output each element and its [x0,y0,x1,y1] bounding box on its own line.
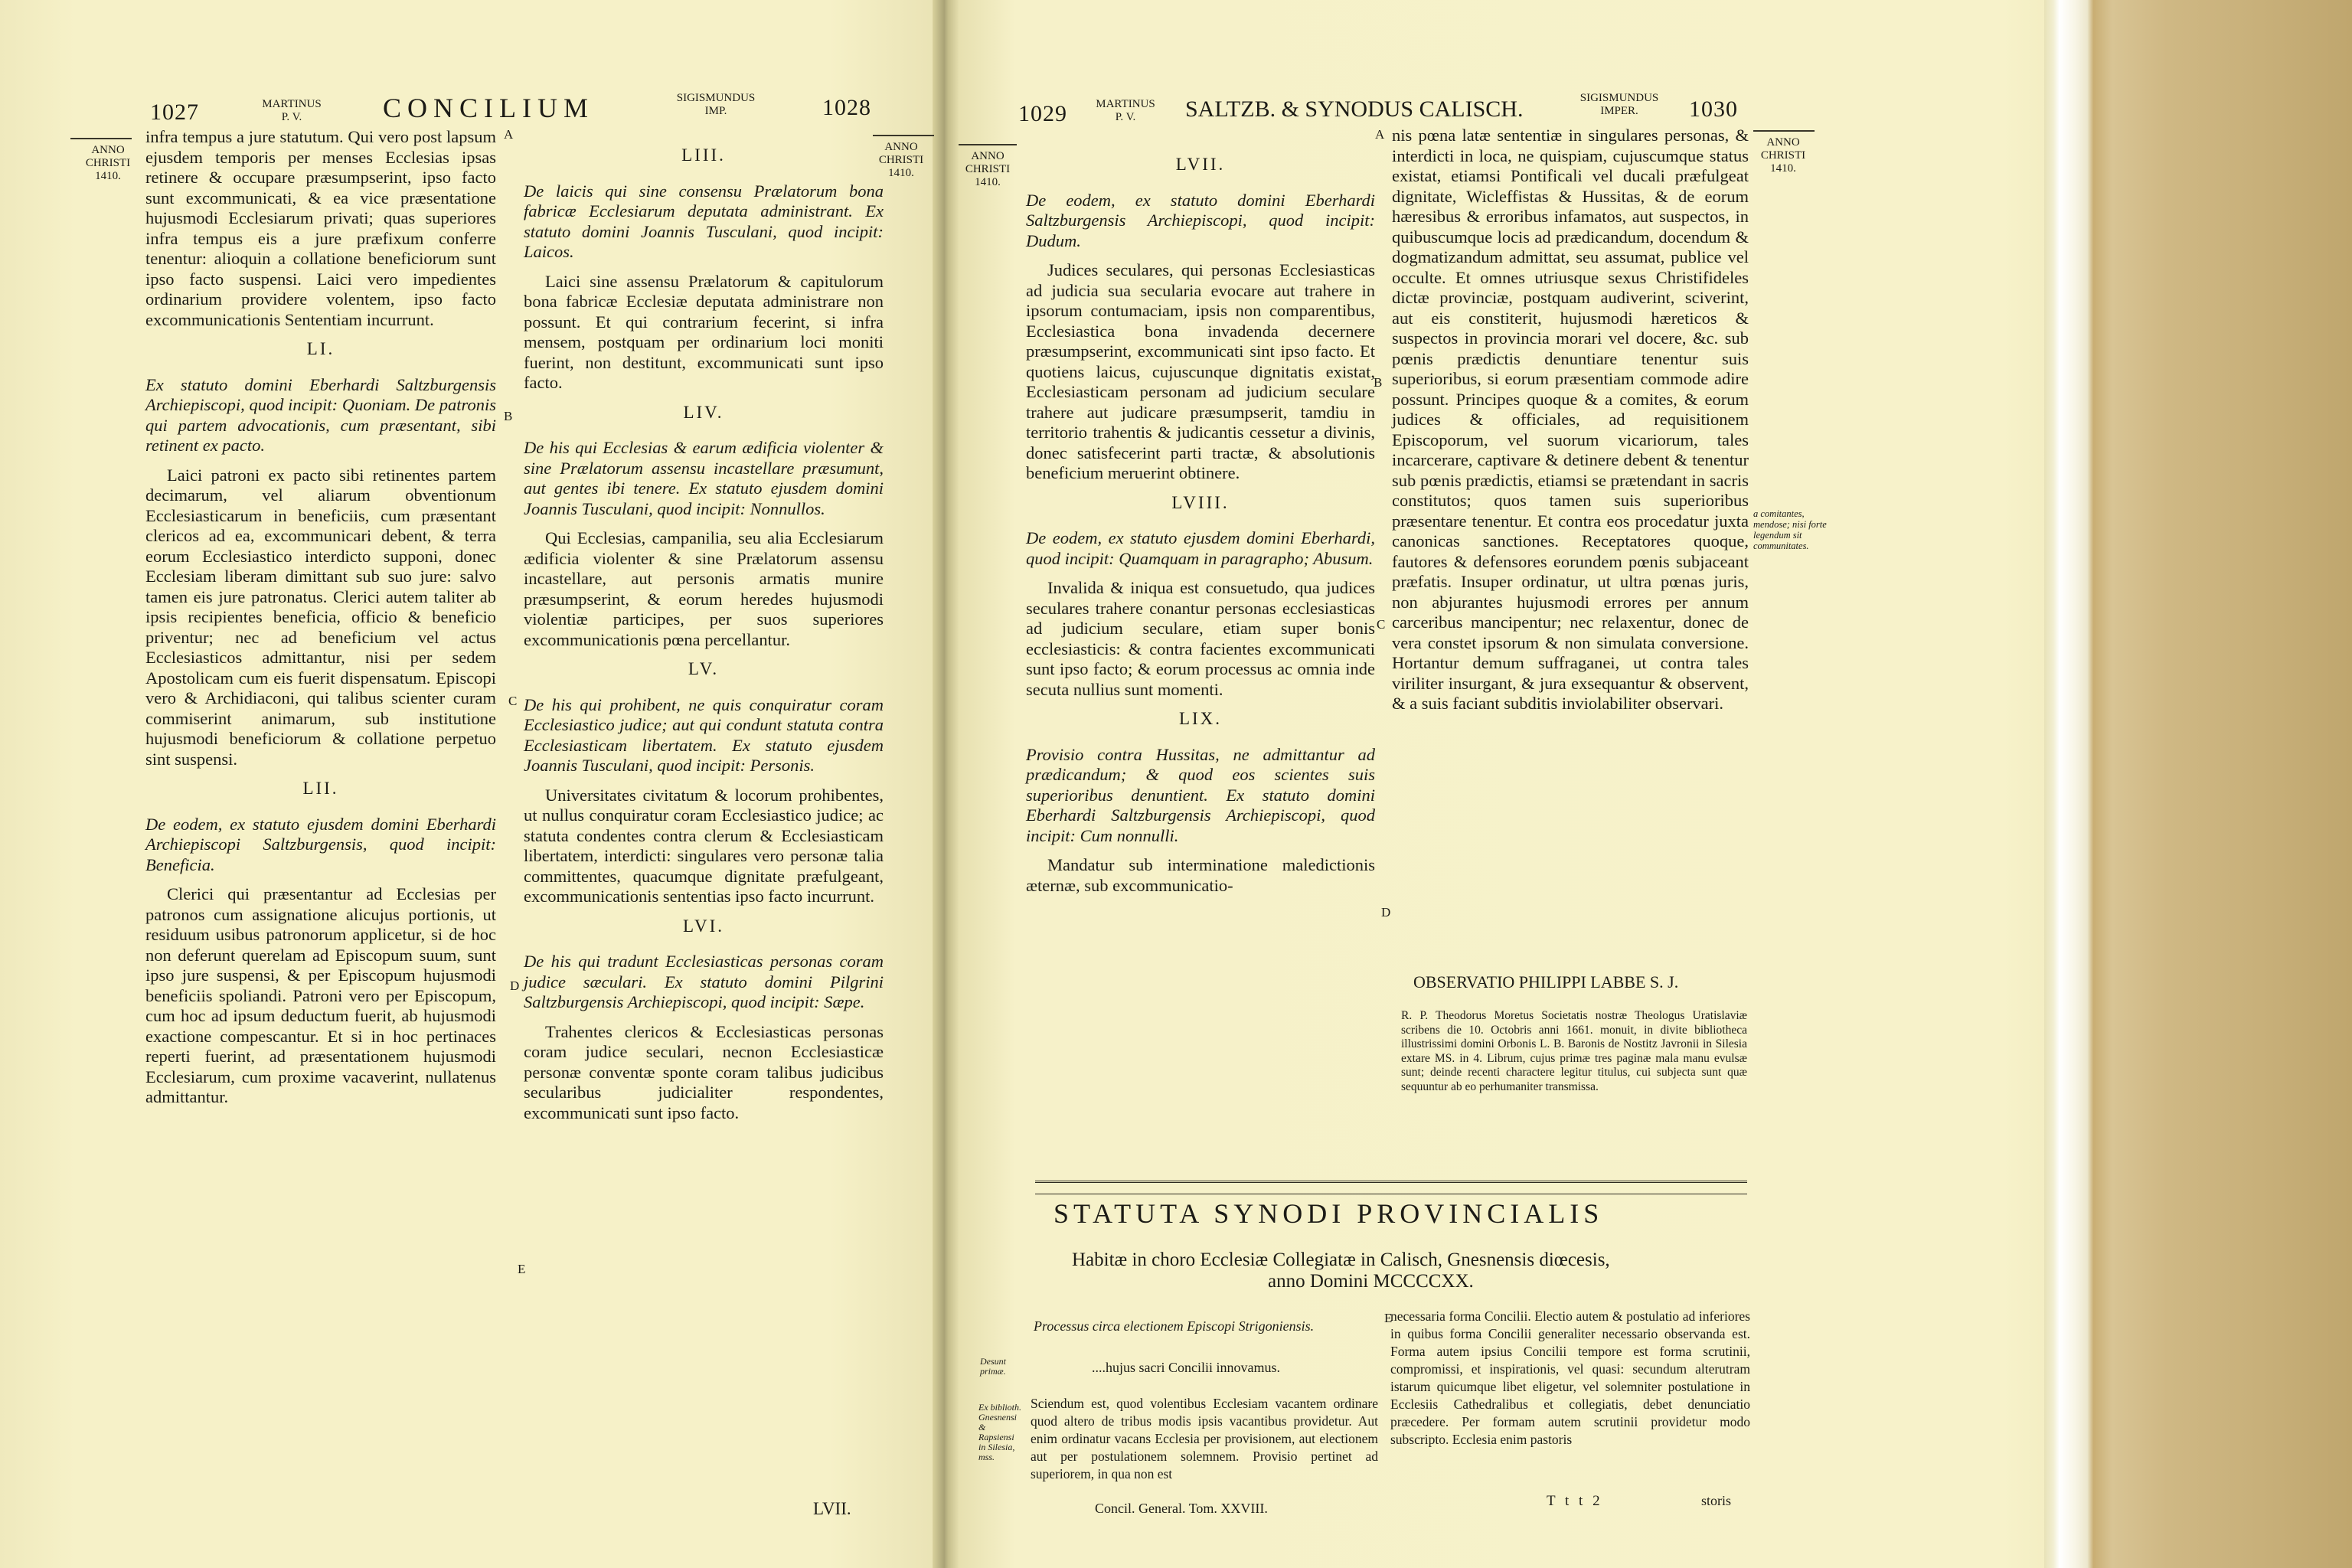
christi-word: CHRISTI [85,157,131,169]
margin-marker-b: B [504,409,513,423]
anno-word: ANNO [971,150,1004,162]
section-title: De his qui prohibent, ne quis conquiratur coram Ecclesiastico judice; aut qui condunt statuta contra Ecclesiasticam libertatem. Ex statuto ejusdem Joannis Tusculani, quod incipit: Personis. [524,694,884,775]
margin-marker-d: D [510,978,520,993]
section-heading: LII. [302,779,339,798]
page-number-1028: 1028 [822,95,871,120]
anno-word: ANNO [884,141,918,153]
footer-volume: Concil. General. Tom. XXVIII. [1095,1501,1268,1516]
text-paragraph: Mandatur sub interminatione maledictionis æternæ, sub excommunicatio- [1026,855,1375,895]
section-title: De eodem, ex statuto ejusdem domini Eberhardi Archiepiscopi Saltzburgensis, quod incipit: Beneficia. [145,814,496,874]
emperor-label [1562,92,1677,118]
catchword-left: LVII. [813,1499,851,1518]
section-heading: LIII. [681,145,726,165]
anno-word: ANNO [91,144,125,156]
margin-marker-d: D [1381,905,1391,920]
anno-word: ANNO [1766,136,1800,149]
margin-marker-c: C [1377,617,1386,632]
statuta-title: STATUTA SYNODI PROVINCIALIS [1054,1198,1604,1229]
side-note-desunt: Desunt primæ. [980,1356,1006,1377]
section-heading: LV. [688,659,720,678]
section-title: Provisio contra Hussitas, ne admittantur ad prædicandum; & quod eos scientes suis superioribus denuntient. Ex statuto domini Eberhardi Saltzburgensis Archiepiscopi, quod incipit: Cum nonnulli. [1026,744,1375,845]
section-heading: LVI. [683,916,724,936]
right-column-2 [1392,126,1749,724]
christi-word: CHRISTI [965,163,1011,175]
text-paragraph: Trahentes clericos & Ecclesiasticas personas coram judice seculari, necnon Ecclesiasticæ personæ conventæ sponte coram talibus judicibus secularibus judicialiter respondentes, excommunicati sunt ipso facto. [524,1021,884,1122]
ornament-rule [1035,1181,1747,1194]
section-title: De eodem, ex statuto domini Eberhardi Saltzburgensis Archiepiscopi, quod incipit: Dudum. [1026,190,1375,250]
left-column-1 [145,127,496,1117]
observatio-body: R. P. Theodorus Moretus Societatis nostræ Theologus Uratislaviæ scribens die 10. Octobris anni 1661. monuit, in divite bibliotheca illustrissimi domini Orbonis L. B. Baronis de Nostitz Javronii in Silesia extare MS. in 4. Librum, cujus primæ tres paginæ mala manu evulsæ sunt; deinde recenti charactere legitur titulus, cui subjecta sunt quæ sequuntur ab eo perhumaniter transmissa. [1401,1009,1747,1093]
anno-box-left [959,150,1017,189]
section-heading: LIV. [683,402,724,422]
page-number-1029: 1029 [1018,101,1067,126]
anno-rule [959,144,1017,145]
section-title: De his qui Ecclesias & earum ædificia violenter & sine Prælatorum assensu incastellare præsumunt, aut gentes ibi tenere. Ex statuto ejusdem domini Joannis Tusculani, quod incipit: Nonnullos. [524,438,884,518]
emperor-title: IMP. [704,105,727,117]
pope-label [1087,98,1164,124]
catchword-right: storis [1701,1493,1732,1508]
lower-left-body: Sciendum est, quod volentibus Ecclesiam vacantem ordinare quod altero de tribus modis ipsis vacantibus providetur. Aut enim ordinatur vacans Ecclesia per provisionem, aut electionem aut per postulationem solemnem. Provisio pertinet ad superiorem, in qua non est [1031,1396,1378,1481]
section-heading: LI. [306,339,335,358]
pope-number: P. V. [1115,111,1136,123]
emperor-label [658,92,773,118]
year: 1410. [1770,162,1796,175]
statuta-subtitle-2: anno Domini MCCCCXX. [1268,1271,1474,1292]
text-paragraph: Invalida & iniqua est consuetudo, qua judices seculares trahere conantur personas ecclesiasticas ad judicium seculare, etiam super bonis ecclesiasticis: & contra facientes excommunicati sunt ipso facto; & eorum processus ac omnia inde secuta nullius sunt momenti. [1026,578,1375,699]
emperor-name: SIGISMUNDUS [676,92,756,104]
anno-box-right [1749,136,1818,175]
pope-name: MARTINUS [1096,98,1155,110]
pope-label [250,98,334,124]
text-paragraph: Judices seculares, qui personas Ecclesiasticas ad judicia sua secularia evocare aut trahere in ipsorum contumaciam, ipsis non comparentibus, Ecclesiastica bona invadenda decernere præsumpserint, excommunicati sint ipso facto. Et quotiens laicus, cujuscunque dignitatis existat, Ecclesiasticam personam ad judicium seculare trahere aut judicare præsumpserit, tamdiu in territorio trahentis & judicantis cessetur a divinis, donec satisfecerint parti tractæ, & absolutionis beneficium meruerint obtinere. [1026,260,1375,482]
page-edge [2044,0,2352,1568]
anno-rule [70,138,132,139]
year: 1410. [975,176,1001,188]
margin-marker-b: B [1374,375,1383,390]
section-heading: LVII. [1175,155,1226,174]
right-column-1 [1026,145,1375,905]
year: 1410. [95,170,121,182]
anno-rule [1753,130,1815,132]
section-title: De eodem, ex statuto ejusdem domini Eberhardi, quod incipit: Quamquam in paragrapho; Abusum. [1026,528,1375,568]
text-paragraph: nis pœna latæ sententiæ in singulares personas, & interdicti in loca, ne quispiam, cujuscumque status existat, etiamsi Pontificali vel ducali præfulgeat dignitate, Wicleffistas & Hussitas, & de eorum hæresibus & erroribus infamatos, aut suspectos, in quibuscumque locis ad prædicandum, docendum & dogmatizandum admittat, seu assumat, publice vel occulte. Et omnes utriusque sexus Christifideles dictæ provinciæ, postquam audiverint, sciverint, aut eis constiterit, hujusmodi hæreticos & suspectos in provincia morari vel docere, &c. sub pœnis prædictis denuntiare tenentur suis superioribus, si eorum præsentiam commode adire possunt. Principes quoque & a comites, & eorum judices & officiales, ad requisitionem Episcoporum, vel suorum vicariorum, tales incarcerare, captivare & detinere debent & tenentur sub pœnis prædictis, etiamsi se prætendant in sacris constitutos; quos tamen suis superioribus præsentare tenentur. Et contra eos procedatur juxta canonicas sanctiones. Receptatores quoque, fautores & defensores eorundem pœnis subjaceant præfatis. Insuper ordinatur, ut ultra pœnas juris, non abjurantes hujusmodi errores per annum carceribus mancipentur; nec relaxentur, donec de vera constet ipsorum & non simulata conversione. Hortantur demum suffraganei, ut contra tales viriliter insurgant, & jura exsequantur & observent, & a suis faciant subditis inviolabiliter observari. [1392,126,1749,713]
margin-marker-c: C [508,694,518,708]
text-paragraph: Laici sine assensu Prælatorum & capitulorum bona fabricæ Ecclesiæ deputata administrare non possunt. Et qui contrarium fecerint, si infra mensem, postquam per ordinarium loci moniti fuerint, non destitunt, excommunicati sunt ipso facto. [524,271,884,392]
margin-marker-e: E [518,1262,526,1276]
christi-word: CHRISTI [878,154,924,166]
statuta-subtitle-1: Habitæ in choro Ecclesiæ Collegiatæ in Calisch, Gnesnensis diœcesis, [1072,1250,1610,1270]
processus-heading: Processus circa electionem Episcopi Strigoniensis. [1034,1318,1315,1334]
christi-word: CHRISTI [1760,149,1806,162]
side-note-source: Ex biblioth. Gnesnensi & Rapsiensi in Silesia, mss. [978,1402,1021,1462]
section-heading: LIX. [1178,709,1223,728]
section-title: De laicis qui sine consensu Prælatorum bona fabricæ Ecclesiarum deputata administrant. Ex statuto domini Joannis Tusculani, quod incipit: Laicos. [524,181,884,261]
year: 1410. [888,167,914,179]
running-title: CONCILIUM [383,93,594,123]
left-column-2 [524,136,884,1132]
ellipsis-line: ....hujus sacri Concilii innovamus. [1092,1360,1280,1375]
text-paragraph: Universitates civitatum & locorum prohibentes, ut nullus conquiratur coram Ecclesiastico judice; ac statuta condentes contra clerum & Ecclesiasticam libertatem, interdicti: singulares vero personæ talia committentes, quacumque dignitate præfulgeant, excommunicationis sententias ipso facto incurrunt. [524,785,884,906]
pope-name: MARTINUS [262,98,322,110]
text-paragraph: Clerici qui præsentantur ad Ecclesias per patronos cum assignatione alicujus portionis, ut residuum usibus patronorum applicetur, si de hoc non deferunt querelam ad Episcopum suum, sunt ipso jure suspensi, & per Episcopum hujusmodi beneficiis spoliandi. Patroni vero per Episcopum, cum hoc ad ipsum deductum fuerit, ab hujusmodi exactione compescantur. Et si in hoc pertinaces reperti fuerint, ad præsentationem hujusmodi Ecclesiarum, cum proxime vacaverint, nullatenus admittantur. [145,884,496,1106]
emperor-name: SIGISMUNDUS [1579,92,1659,104]
margin-marker-e: E [1384,1311,1393,1325]
section-title: Ex statuto domini Eberhardi Saltzburgensis Archiepiscopi, quod incipit: Quoniam. De patronis qui partem advocationis, cum præsentant, sibi retinent ex pacto. [145,374,496,455]
margin-marker-a: A [1375,127,1385,142]
text-paragraph: infra tempus a jure statutum. Qui vero post lapsum ejusdem temporis per menses Ecclesias ipsas retinere & occupare præsumpserint, ipso facto sunt excommunicati, & ea vice præsentatione hujusmodi Ecclesiarum privati; quas superiores infra tempus eis a jure præfixum conferre tenentur: alioquin a collatione beneficiorum sunt ipso facto suspensi. Laici vero impedientes ordinarium providere volentem, ipso facto excommunicationis Sententiam incurrunt. [145,127,496,329]
margin-marker-a: A [504,127,514,142]
section-title: De his qui tradunt Ecclesiasticas personas coram judice sæculari. Ex statuto domini Pilgrini Saltzburgensis Archiepiscopi, quod incipit: Sæpe. [524,952,884,1011]
observatio-heading: OBSERVATIO PHILIPPI LABBE S. J. [1413,972,1679,991]
book-gutter [933,0,959,1568]
lower-right-body: necessaria forma Concilii. Electio autem & postulatio ad inferiores in quibus forma Concilii generaliter necessario observanda est. Forma autem ipsius Concilii tempore est forma scrutinii, compromissi, et inspirationis, vel quasi: secundum alterutram istarum quicumque libet eligetur, vel solemniter postulatione in Ecclesiis Cathedralibus et collegiatis, debet denunciatio præcedere. Per formam autem scrutinii providetur modo subscripto. Ecclesia enim pastoris [1390,1308,1750,1447]
section-heading: LVIII. [1171,492,1230,512]
running-title: SALTZB. & SYNODUS CALISCH. [1185,96,1524,122]
anno-box-left [75,144,141,183]
emperor-title: IMPER. [1600,105,1638,117]
text-paragraph: Qui Ecclesias, campanilia, seu alia Ecclesiarum ædificia violenter & sine Prælatorum assensu incastellare, aut personis armatis munire præsumpserint, & eorum heredes hujusmodi violentiæ participes, per suos superiores excommunicationis pœna percellantur. [524,528,884,649]
margin-note: a comitantes, mendose; nisi forte legendum sit communitates. [1753,508,1827,551]
text-paragraph: Laici patroni ex pacto sibi retinentes partem decimarum, vel aliarum obventionum Ecclesiasticarum in beneficiis, cum præsentant clericos ad ea, excommunicari debent, & terra eorum Ecclesiastico interdicto supponi, donec Ecclesiam liberam dimittant sub suo jure: salvo tamen eis jure patronatus. Clerici autem taliter ab ipsis recipientes beneficia, officio & beneficio priventur; nec ad beneficium vel actus Ecclesiasticos admittantur, nisi per sedem Apostolicam cum eis fuerit dispensatum. Episcopi vero & Archidiaconi, qui talibus scienter curam commiserint animarum, sub institutione hujusmodi beneficiorum & collatione perpetuo sint suspensi. [145,465,496,769]
page-number-1027: 1027 [150,100,199,125]
pope-number: P. V. [281,111,302,123]
signature-mark: T t t 2 [1547,1493,1603,1509]
page-number-1030: 1030 [1689,96,1738,122]
